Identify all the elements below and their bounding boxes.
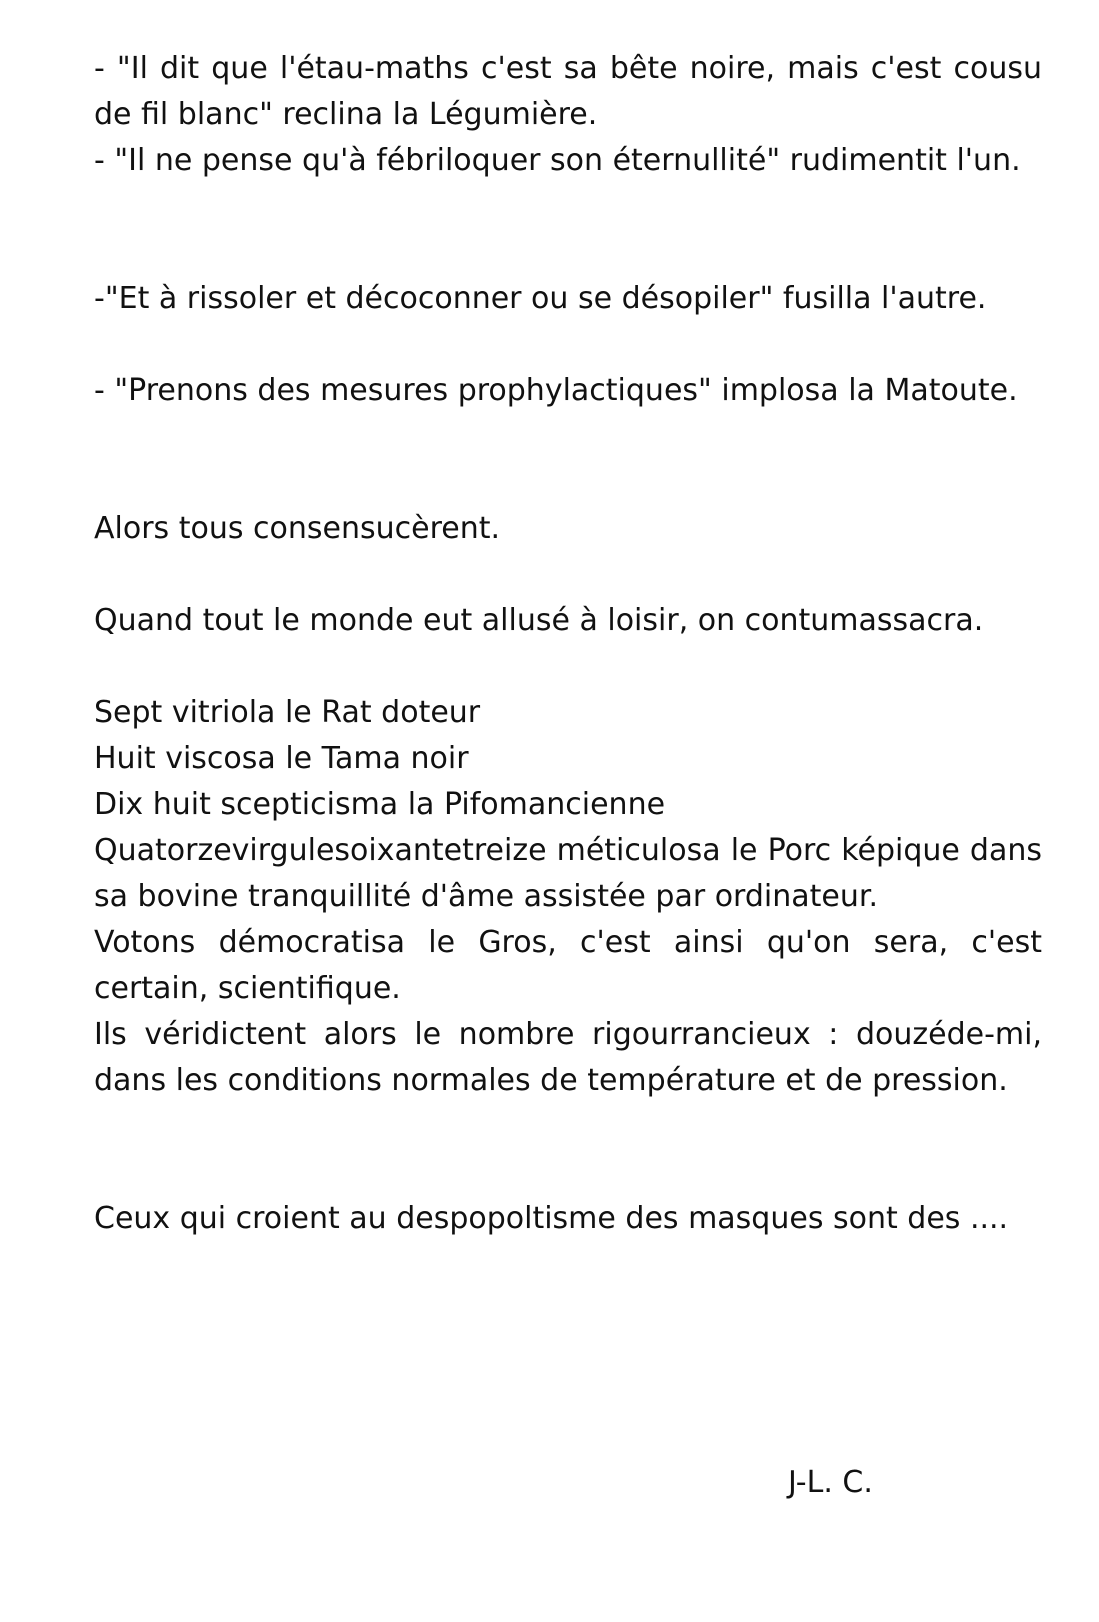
- paragraph-contumassacra: Quand tout le monde eut allusé à loisir, on contumassacra.: [94, 603, 984, 638]
- signature: J-L. C.: [788, 1465, 873, 1500]
- paragraph-votons: Votons démocratisa le Gros, c'est ainsi qu'on sera, c'est certain, scientifique.: [94, 925, 1042, 1006]
- paragraph-masques: Ceux qui croient au despopoltisme des masques sont des ....: [94, 1201, 1009, 1236]
- paragraph-autre: -"Et à rissoler et décoconner ou se désopiler" fusilla l'autre.: [94, 281, 987, 316]
- paragraph-legumiere: - "Il dit que l'étau-maths c'est sa bête noire, mais c'est cousu de fil blanc" reclina la Légumière.: [94, 51, 1042, 132]
- paragraph-matoute: - "Prenons des mesures prophylactiques" implosa la Matoute.: [94, 373, 1018, 408]
- line-huit: Huit viscosa le Tama noir: [94, 741, 469, 776]
- line-sept: Sept vitriola le Rat doteur: [94, 695, 481, 730]
- line-dix-huit: Dix huit scepticisma la Pifomancienne: [94, 787, 666, 822]
- paragraph-porc-kepique: Quatorzevirgulesoixantetreize méticulosa le Porc képique dans sa bovine tranquillité d'âme assistée par ordinateur.: [94, 833, 1042, 914]
- paragraph-consensus: Alors tous consensucèrent.: [94, 511, 501, 546]
- paragraph-un: - "Il ne pense qu'à fébriloquer son éternullité" rudimentit l'un.: [94, 143, 1021, 178]
- paragraph-veridictent: Ils véridictent alors le nombre rigourrancieux : douzéde-mi, dans les conditions normales de température et de pression.: [94, 1017, 1042, 1098]
